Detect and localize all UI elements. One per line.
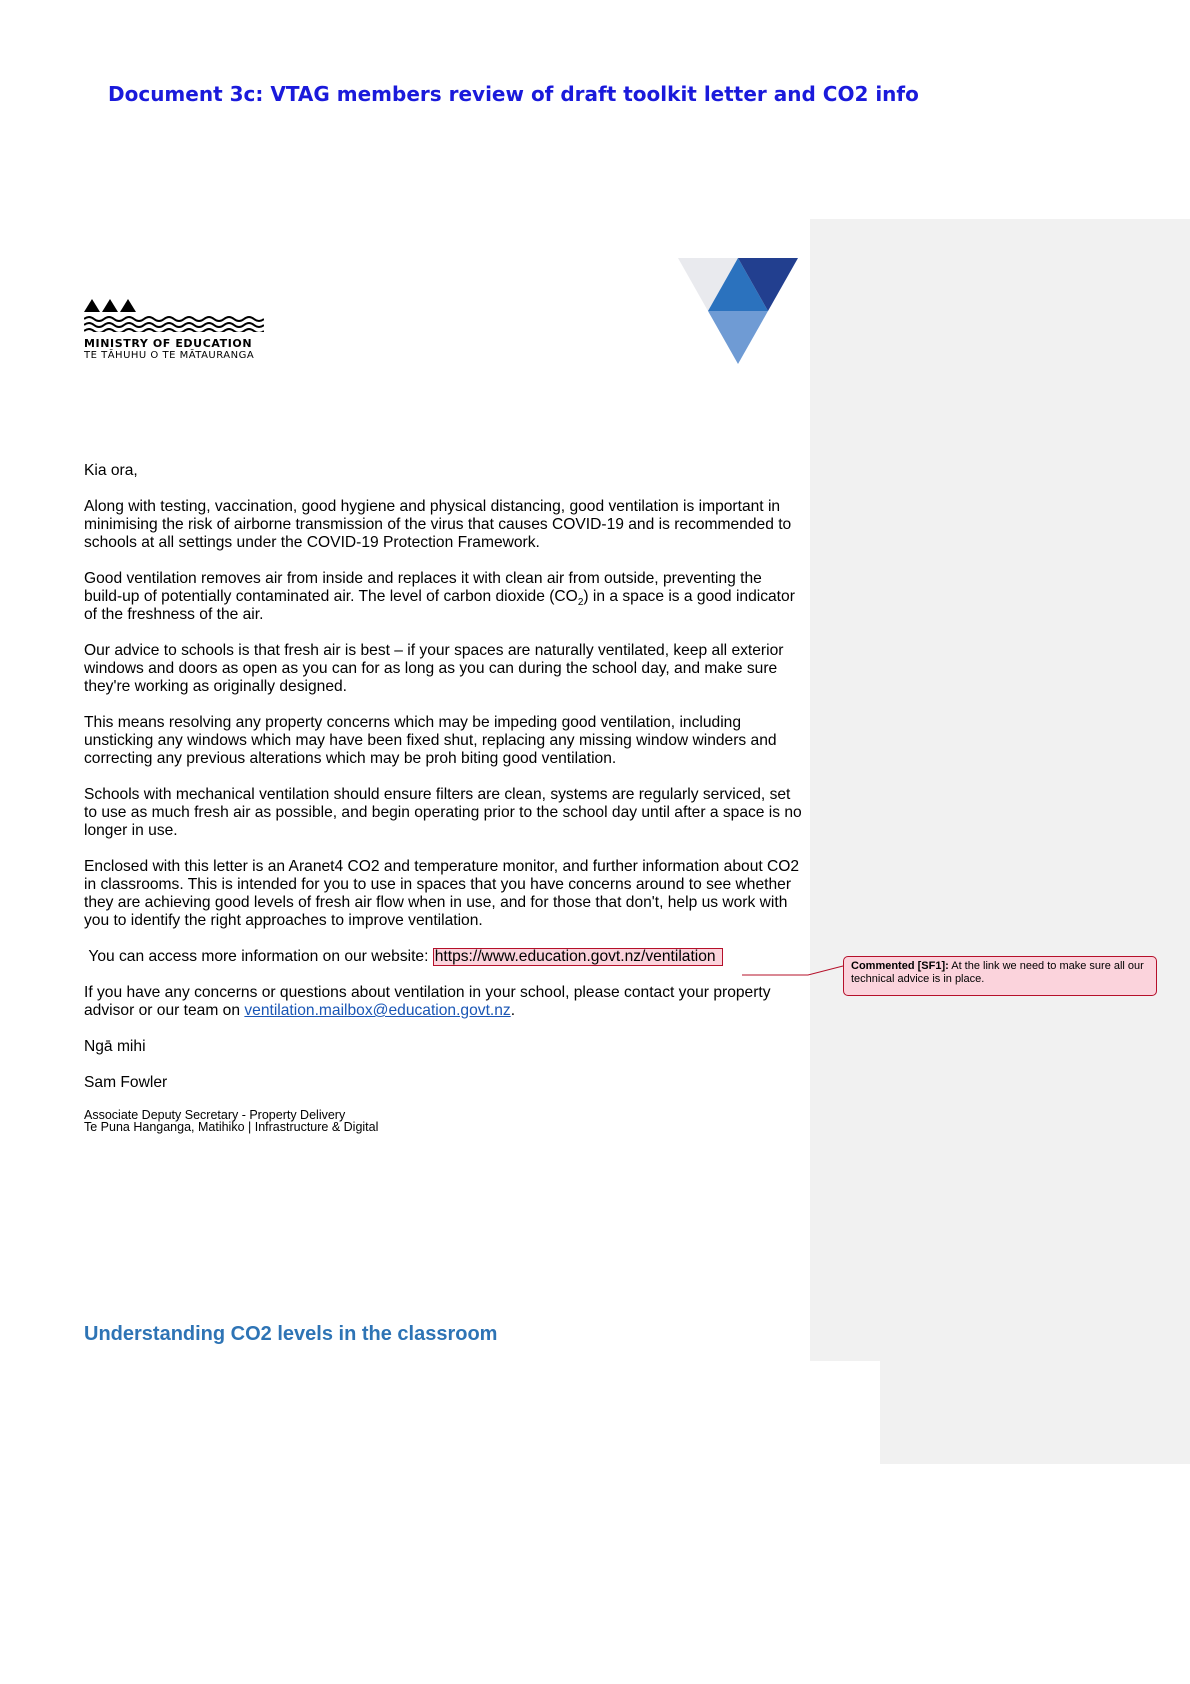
section-heading: Understanding CO2 levels in the classroom <box>84 1323 498 1345</box>
contact-email-link[interactable]: ventilation.mailbox@education.govt.nz <box>244 1002 511 1019</box>
blue-triangles-mark <box>678 258 800 364</box>
paragraph-3: Our advice to schools is that fresh air is best – if your spaces are naturally ventilated, keep all exterior windows and doors as open as you can for as long as you can during the school day, and make sure they're working as originally designed. <box>84 642 784 695</box>
comment-balloon[interactable] <box>843 956 1157 996</box>
ministry-logo <box>84 298 269 361</box>
website-url-commented[interactable]: https://www.education.govt.nz/ventilation <box>433 948 723 966</box>
document-title: Document 3c: VTAG members review of draft toolkit letter and CO2 info <box>108 82 919 106</box>
logo-line-maori: TE TĀHUHU O TE MĀTAURANGA <box>84 350 255 361</box>
comment-label: Commented [SF1]: <box>851 960 949 972</box>
paragraph-6: Enclosed with this letter is an Aranet4 CO2 and temperature monitor, and further information about CO2 in classrooms. This is intended for you to use in spaces that you have concerns around to see whether they are achieving good levels of fresh air flow when in use, and for those that don't, help us work with you to identify the right approaches to improve ventilation. <box>84 858 800 929</box>
signer-name: Sam Fowler <box>84 1074 168 1091</box>
signer-unit: Te Puna Hanganga, Matihiko | Infrastructure & Digital <box>84 1120 379 1134</box>
signer-title: Associate Deputy Secretary - Property Delivery <box>84 1108 346 1122</box>
comment-pane-notch <box>810 1361 880 1464</box>
logo-line-english: MINISTRY OF EDUCATION <box>84 337 253 350</box>
greeting: Kia ora, <box>84 462 138 479</box>
comment-text: At the link we need to make sure all our technical advice is in place. <box>851 960 1144 985</box>
paragraph-1: Along with testing, vaccination, good hygiene and physical distancing, good ventilation is important in minimising the risk of airborne transmission of the virus that causes COVID-19 and is recommended to schools at all settings under the COVID-19 Protection Framework. <box>84 498 792 551</box>
paragraph-4: This means resolving any property concerns which may be impeding good ventilation, including unsticking any windows which may have been fixed shut, replacing any missing window winders and correcting any previous alterations which may be proh biting good ventilation. <box>84 714 777 767</box>
letter-body <box>84 462 804 1134</box>
comment-pane <box>810 219 1190 1464</box>
contact-paragraph: If you have any concerns or questions about ventilation in your school, please contact your property advisor or our team on ventilation.mailbox@education.govt.nz. <box>84 984 771 1019</box>
paragraph-5: Schools with mechanical ventilation should ensure filters are clean, systems are regularly serviced, set to use as much fresh air as possible, and begin operating prior to the school day until after a space is no longer in use. <box>84 786 802 839</box>
paragraph-2: Good ventilation removes air from inside and replaces it with clean air from outside, preventing the build-up of potentially contaminated air. The level of carbon dioxide $(CO_2)$ in a space is a good indicator of the freshness of the air. <box>84 570 795 623</box>
signoff: Ngā mihi <box>84 1038 146 1055</box>
ministry-peaks-waves-icon <box>84 298 264 332</box>
website-paragraph: You can access more information on our website: https://www.education.govt.nz/ventilation <box>84 948 804 966</box>
